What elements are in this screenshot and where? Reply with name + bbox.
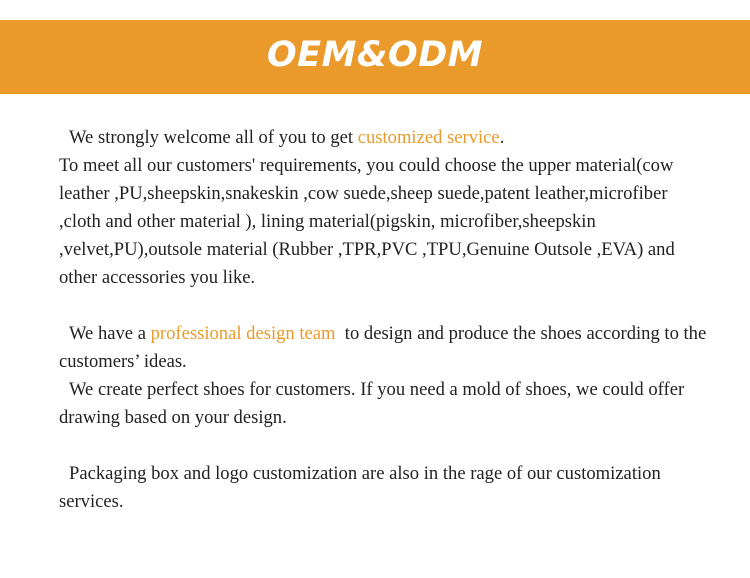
content-area: [59, 124, 709, 516]
para1-body: To meet all our customers' requirements, you could choose the upper material(cow leather ,PU,sheepskin,snakeskin ,cow suede,sheep suede,patent leather,microfiber ,cloth and other material ), lining material(pigskin, microfiber,sheepskin ,velvet,PU),outsole material (Rubber ,TPR,PVC ,TPU,Genuine Outsole ,EVA) and other accessories you like.: [59, 155, 675, 288]
para3-text: Packaging box and logo customization are also in the rage of our customization services.: [59, 463, 661, 512]
para2-pre: We have a: [69, 323, 151, 344]
banner-title: OEM&ODM: [266, 35, 484, 75]
para2-post: to design and produce the shoes according to the customers’ ideas.: [59, 323, 711, 372]
para2-intro: [59, 320, 709, 376]
spacer: [59, 432, 709, 460]
design-team-highlight: professional design team: [150, 323, 336, 344]
para1-intro-post: .: [499, 127, 505, 148]
spacer: [59, 292, 709, 320]
customized-service-highlight: customized service: [357, 127, 500, 148]
header-banner: [0, 20, 750, 94]
para2-line2: We create perfect shoes for customers. If you need a mold of shoes, we could offer drawing based on your design.: [59, 379, 685, 428]
para1-intro: [59, 124, 709, 152]
para1-intro-pre: We strongly welcome all of you to get: [69, 127, 358, 148]
